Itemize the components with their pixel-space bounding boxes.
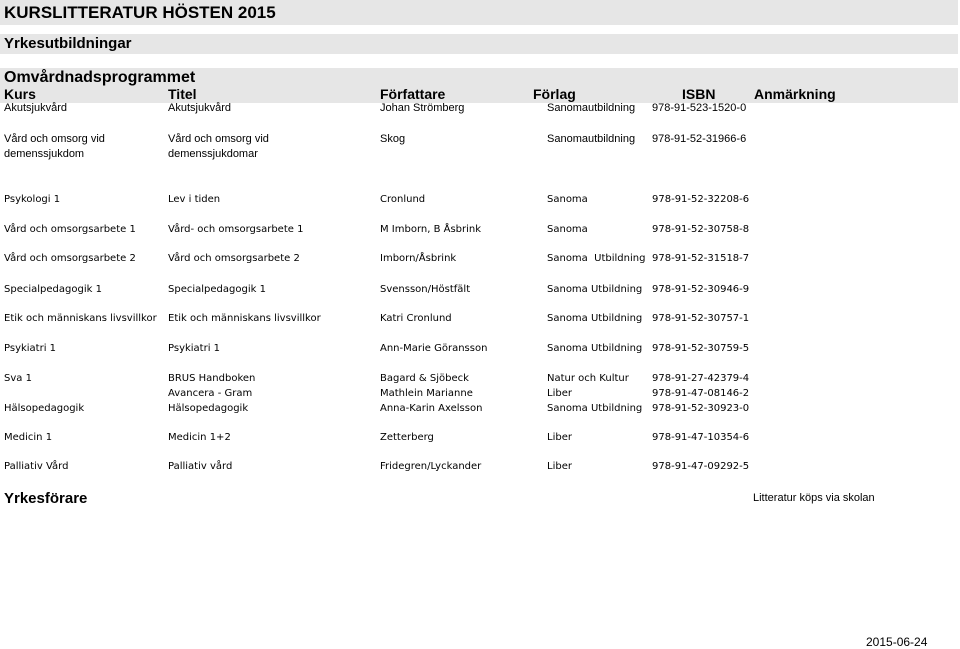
cell-isbn: 978-91-52-30757-1 — [652, 313, 750, 324]
table-row — [0, 132, 960, 147]
cell-forfattare: Johan Strömberg — [380, 102, 465, 114]
table-row — [0, 459, 960, 474]
cell-isbn: 978-91-47-10354-6 — [652, 432, 750, 443]
cell-isbn: 978-91-47-09292-5 — [652, 461, 750, 472]
vocational-note: Litteratur köps via skolan — [753, 492, 875, 504]
table-row — [0, 222, 960, 237]
cell-titel: Vård och omsorg vid — [168, 133, 269, 145]
cell-titel: Vård- och omsorgsarbete 1 — [168, 224, 304, 235]
document-date: 2015-06-24 — [866, 635, 928, 649]
column-header-forlag: Förlag — [533, 86, 576, 102]
cell-forlag: Liber — [547, 432, 572, 443]
column-header-forfattare: Författare — [380, 86, 446, 102]
cell-titel: Psykiatri 1 — [168, 343, 221, 354]
cell-kurs: Etik och människans livsvillkor — [4, 313, 157, 324]
cell-kurs: Hälsopedagogik — [4, 403, 85, 414]
column-header-anmarkning: Anmärkning — [754, 86, 836, 102]
section-title: Yrkesutbildningar — [0, 34, 958, 54]
cell-titel: Vård och omsorgsarbete 2 — [168, 253, 300, 264]
cell-kurs: Medicin 1 — [4, 432, 53, 443]
cell-isbn: 978-91-27-42379-4 — [652, 373, 750, 384]
table-row — [0, 192, 960, 207]
cell-forlag: Sanoma Utbildning — [547, 343, 643, 354]
cell-isbn: 978-91-52-30759-5 — [652, 343, 750, 354]
cell-kurs: Akutsjukvård — [4, 102, 67, 114]
cell-kurs: Sva 1 — [4, 373, 32, 384]
cell-titel: Palliativ vård — [168, 461, 233, 472]
cell-titel: Avancera - Gram — [168, 388, 253, 399]
cell-isbn: 978-91-52-30946-9 — [652, 284, 750, 295]
cell-titel: BRUS Handboken — [168, 373, 256, 384]
cell-kurs: Specialpedagogik 1 — [4, 284, 102, 295]
cell-forlag: Natur och Kultur — [547, 373, 629, 384]
cell-kurs: Vård och omsorgsarbete 2 — [4, 253, 136, 264]
cell-titel: Specialpedagogik 1 — [168, 284, 266, 295]
program-header — [0, 68, 958, 103]
cell-forfattare: Ann-Marie Göransson — [380, 343, 488, 354]
cell-kurs: Vård och omsorg vid — [4, 133, 105, 145]
cell-titel: Lev i tiden — [168, 194, 221, 205]
table-row — [0, 101, 960, 116]
cell-forfattare: Mathlein Marianne — [380, 388, 473, 399]
cell-forfattare: Zetterberg — [380, 432, 434, 443]
cell-forlag: Sanoma Utbildning — [547, 313, 643, 324]
cell-kurs: Vård och omsorgsarbete 1 — [4, 224, 136, 235]
cell-forlag: Sanomautbildning — [547, 102, 636, 114]
table-row — [0, 311, 960, 326]
cell-forlag: Sanoma Utbildning — [547, 284, 643, 295]
cell-forfattare: Skog — [380, 133, 406, 145]
cell-kurs: demenssjukdom — [4, 148, 85, 160]
cell-forlag: Sanoma — [547, 224, 588, 235]
cell-forfattare: Fridegren/Lyckander — [380, 461, 482, 472]
cell-forlag: Sanoma Utbildning — [547, 403, 643, 414]
cell-forlag: Liber — [547, 461, 572, 472]
table-row — [0, 341, 960, 356]
cell-forfattare: Svensson/Höstfält — [380, 284, 471, 295]
table-row — [0, 371, 960, 386]
cell-forfattare: Katri Cronlund — [380, 313, 452, 324]
cell-titel: Etik och människans livsvillkor — [168, 313, 321, 324]
table-row — [0, 147, 960, 162]
cell-forlag: Sanomautbildning — [547, 133, 636, 145]
cell-titel: demenssjukdomar — [168, 148, 258, 160]
cell-forlag: Sanoma — [547, 194, 588, 205]
cell-kurs: Psykiatri 1 — [4, 343, 57, 354]
table-row — [0, 282, 960, 297]
cell-forfattare: Bagard & Sjöbeck — [380, 373, 469, 384]
table-row — [0, 430, 960, 445]
column-header-isbn: ISBN — [682, 86, 716, 102]
cell-isbn: 978-91-47-08146-2 — [652, 388, 750, 399]
cell-titel: Akutsjukvård — [168, 102, 231, 114]
cell-isbn: 978-91-523-1520-0 — [652, 102, 747, 114]
program-title: Omvårdnadsprogrammet — [4, 69, 196, 86]
cell-forlag: Liber — [547, 388, 572, 399]
cell-isbn: 978-91-52-31518-7 — [652, 253, 750, 264]
cell-forlag: Sanoma Utbildning — [547, 253, 646, 264]
table-row — [0, 401, 960, 416]
cell-titel: Medicin 1+2 — [168, 432, 231, 443]
table-row — [0, 386, 960, 401]
cell-titel: Hälsopedagogik — [168, 403, 249, 414]
cell-forfattare: Anna-Karin Axelsson — [380, 403, 483, 414]
cell-isbn: 978-91-52-30758-8 — [652, 224, 750, 235]
cell-isbn: 978-91-52-32208-6 — [652, 194, 750, 205]
cell-forfattare: Imborn/Åsbrink — [380, 253, 457, 264]
column-header-kurs: Kurs — [4, 86, 36, 102]
cell-kurs: Palliativ Vård — [4, 461, 69, 472]
table-row — [0, 251, 960, 266]
cell-forfattare: Cronlund — [380, 194, 426, 205]
column-header-titel: Titel — [168, 86, 197, 102]
document-title: KURSLITTERATUR HÖSTEN 2015 — [0, 0, 958, 25]
cell-forfattare: M Imborn, B Åsbrink — [380, 224, 482, 235]
cell-kurs: Psykologi 1 — [4, 194, 61, 205]
cell-isbn: 978-91-52-30923-0 — [652, 403, 750, 414]
cell-isbn: 978-91-52-31966-6 — [652, 133, 747, 145]
vocational-title: Yrkesförare — [4, 490, 88, 507]
